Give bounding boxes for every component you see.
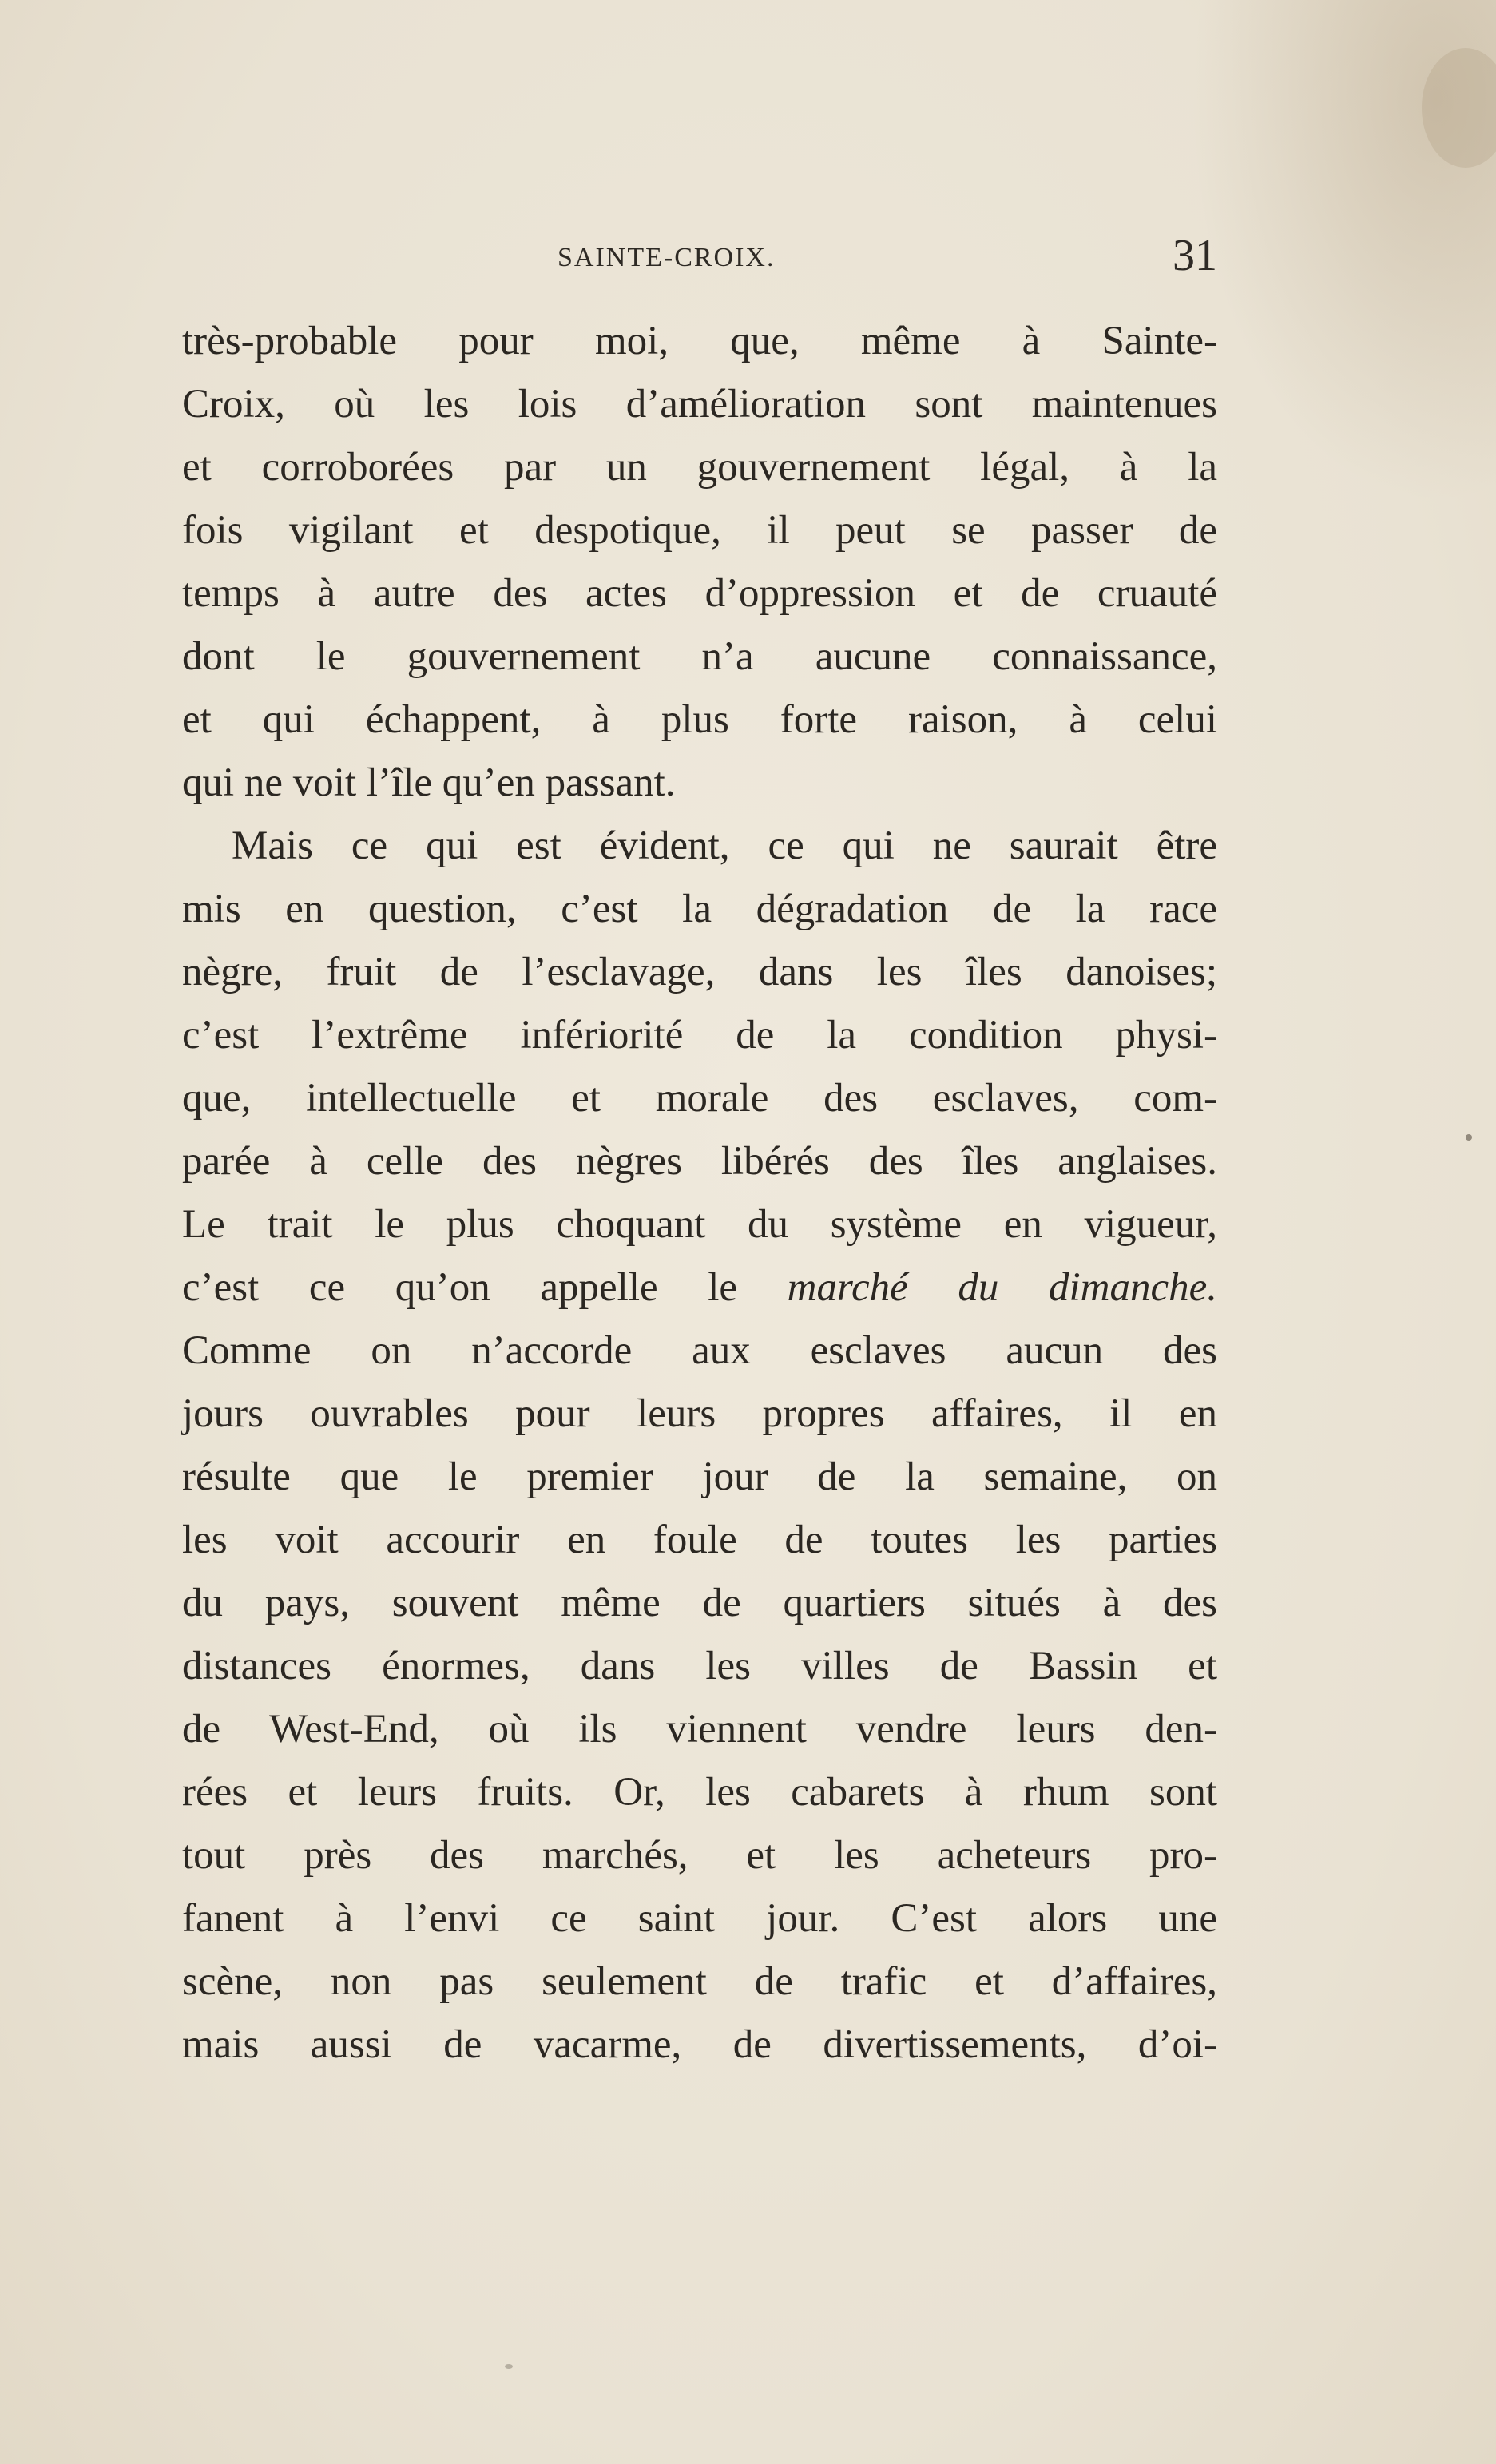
text-line: mis en question, c’est la dégradation de la race <box>182 887 1217 931</box>
text-line: que, intellectuelle et morale des esclaves, com- <box>182 1076 1217 1121</box>
text-line: distances énormes, dans les villes de Bassin et <box>182 1644 1217 1688</box>
text-line: résulte que le premier jour de la semaine, on <box>182 1454 1217 1499</box>
text-line: rées et leurs fruits. Or, les cabarets à rhum sont <box>182 1770 1217 1815</box>
text-line: fanent à l’envi ce saint jour. C’est alors une <box>182 1896 1217 1941</box>
text-line: les voit accourir en foule de toutes les parties <box>182 1518 1217 1562</box>
text-line-with-italic <box>182 1256 1217 1319</box>
running-title: SAINTE-CROIX. <box>558 243 776 272</box>
text-line: et qui échappent, à plus forte raison, à celui <box>182 697 1217 742</box>
text-line: fois vigilant et despotique, il peut se passer de <box>182 508 1217 553</box>
text-line: du pays, souvent même de quartiers situés à des <box>182 1581 1217 1625</box>
paper-speck <box>505 2364 513 2369</box>
page-number: 31 <box>1173 231 1217 280</box>
text-line: et corroborées par un gouvernement légal, à la <box>182 445 1217 490</box>
text-line: scène, non pas seulement de trafic et d’affaires, <box>182 1959 1217 2004</box>
paragraph-start-line: Mais ce qui est évident, ce qui ne saurait être <box>232 823 1217 868</box>
text-segment: c’est ce qu’on appelle le <box>182 1265 738 1310</box>
text-line: Comme on n’accorde aux esclaves aucun des <box>182 1328 1217 1373</box>
paper-stain <box>1422 48 1496 168</box>
body-text <box>182 310 1217 2077</box>
text-line: très-probable pour moi, que, même à Sainte- <box>182 319 1217 363</box>
text-line: temps à autre des actes d’oppression et de cruauté <box>182 571 1217 616</box>
text-line: Croix, où les lois d’amélioration sont maintenues <box>182 382 1217 427</box>
text-line: jours ouvrables pour leurs propres affaires, il en <box>182 1391 1217 1436</box>
text-line: Le trait le plus choquant du système en vigueur, <box>182 1202 1217 1247</box>
text-line: qui ne voit l’île qu’en passant. <box>182 760 676 805</box>
text-line: tout près des marchés, et les acheteurs pro- <box>182 1833 1217 1878</box>
text-line: nègre, fruit de l’esclavage, dans les îles danoises; <box>182 950 1217 994</box>
page-header <box>182 225 1217 289</box>
text-line: mais aussi de vacarme, de divertissements, d’oi- <box>182 2022 1217 2067</box>
paper-speck <box>1466 1134 1472 1141</box>
text-line: dont le gouvernement n’a aucune connaissance, <box>182 634 1217 679</box>
text-line: parée à celle des nègres libérés des îles anglaises. <box>182 1139 1217 1184</box>
italic-term: marché du dimanche. <box>787 1265 1217 1310</box>
text-line: c’est l’extrême infériorité de la condition physi- <box>182 1013 1217 1057</box>
text-line: de West-End, où ils viennent vendre leurs den- <box>182 1707 1217 1752</box>
